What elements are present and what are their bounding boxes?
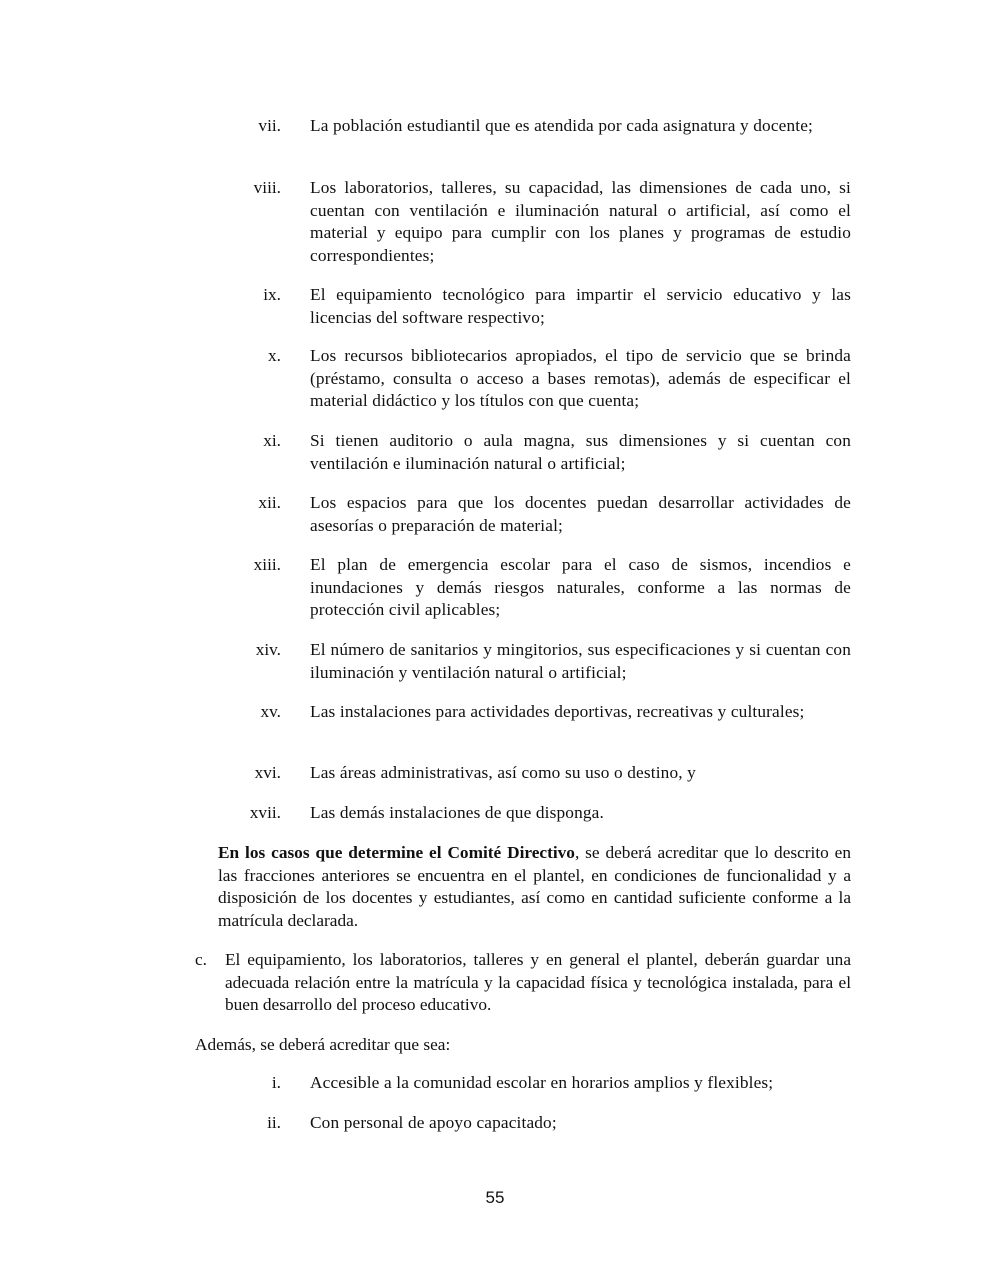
page-number: 55 — [485, 1188, 505, 1207]
item-text: Con personal de apoyo capacitado; — [310, 1113, 557, 1132]
item-number: xvi. — [254, 763, 281, 782]
item-number: vii. — [258, 116, 281, 135]
item-number: ix. — [263, 285, 281, 304]
paragraph-bold: En los casos que determine el Comité Directivo — [218, 843, 575, 862]
item-text: El plan de emergencia escolar para el caso de sismos, incendios e inundaciones y demás riesgos naturales, conforme a las normas de protección civil aplicables; — [310, 555, 851, 620]
item-number: xiv. — [255, 640, 281, 659]
ademas-text: Además, se deberá acreditar que sea: — [195, 1035, 451, 1054]
item-number: xvii. — [249, 803, 281, 822]
item-text: Las demás instalaciones de que disponga. — [310, 803, 604, 822]
item-text: Las instalaciones para actividades deportivas, recreativas y culturales; — [310, 702, 805, 721]
item-number: xi. — [263, 431, 281, 450]
item-text: El equipamiento tecnológico para impartir el servicio educativo y las licencias del software respectivo; — [310, 285, 851, 327]
paragraph-rest: , se deberá acreditar que lo descrito en las fracciones anteriores se encuentra en el plantel, en condiciones de funcionalidad y a disposición de los docentes y estudiantes, así como en cantidad suficiente conforme a la matrícula declarada. — [218, 843, 851, 930]
comite-paragraph — [218, 842, 851, 932]
item-c-text: El equipamiento, los laboratorios, talleres y en general el plantel, deberán guardar una adecuada relación entre la matrícula y la capacidad física y tecnológica instalada, para el buen desarrollo del proceso educativo. — [225, 950, 851, 1015]
item-text: Accesible a la comunidad escolar en horarios amplios y flexibles; — [310, 1073, 774, 1092]
item-number: xii. — [258, 493, 281, 512]
item-text: Las áreas administrativas, así como su uso o destino, y — [310, 763, 696, 782]
item-c-label: c. — [195, 950, 207, 969]
item-text: Los espacios para que los docentes puedan desarrollar actividades de asesorías o preparación de material; — [310, 493, 851, 535]
item-text: Los recursos bibliotecarios apropiados, el tipo de servicio que se brinda (préstamo, consulta o acceso a bases remotas), además de especificar el material didáctico y los títulos con que cuenta; — [310, 346, 851, 411]
item-number: viii. — [253, 178, 281, 197]
item-text: Los laboratorios, talleres, su capacidad, las dimensiones de cada uno, si cuentan con ventilación e iluminación natural o artificial, así como el material y equipo para cumplir con los planes y programas de estudio correspondientes; — [310, 178, 851, 265]
item-number: ii. — [267, 1113, 281, 1132]
item-text: El número de sanitarios y mingitorios, sus especificaciones y si cuentan con iluminación y ventilación natural o artificial; — [310, 640, 851, 682]
item-number: xiii. — [253, 555, 281, 574]
item-text: La población estudiantil que es atendida por cada asignatura y docente; — [310, 116, 813, 135]
item-number: x. — [268, 346, 281, 365]
item-text: Si tienen auditorio o aula magna, sus dimensiones y si cuentan con ventilación e iluminación natural o artificial; — [310, 431, 851, 473]
item-number: xv. — [260, 702, 281, 721]
item-number: i. — [271, 1073, 281, 1092]
